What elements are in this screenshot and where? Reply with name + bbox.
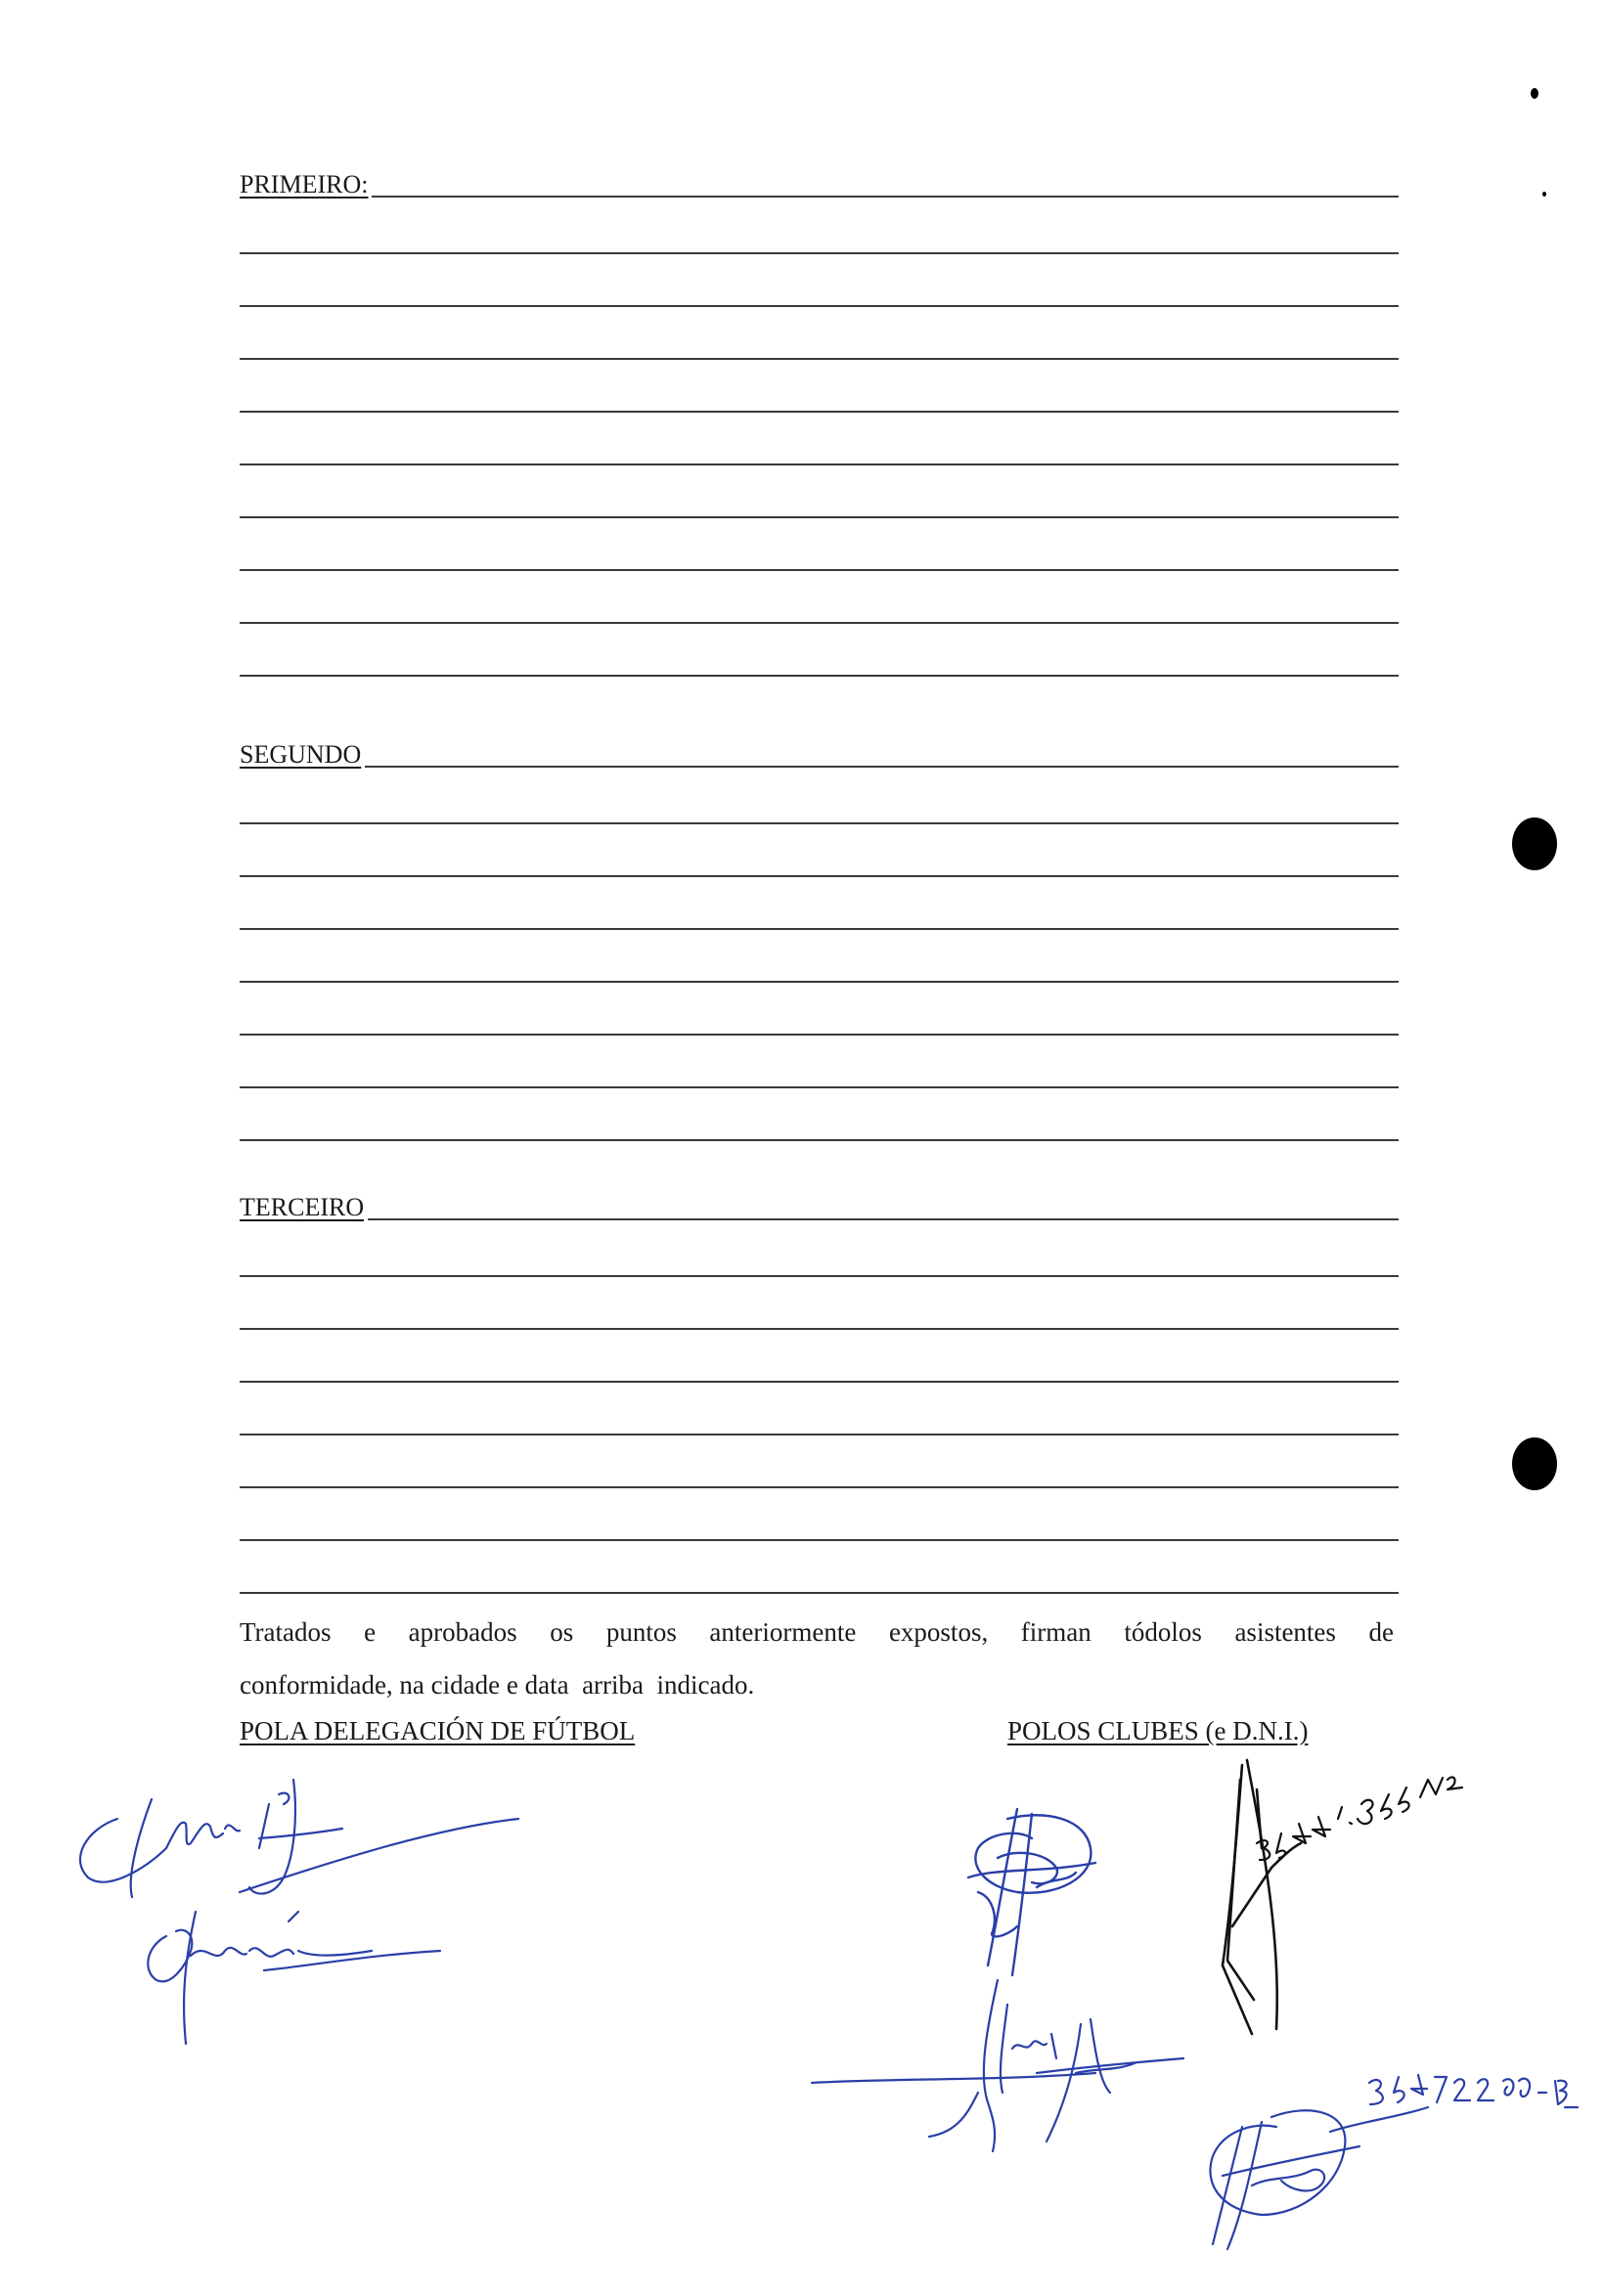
punch-hole (1512, 1437, 1557, 1490)
section-heading-row (240, 1170, 1399, 1224)
closing-paragraph (240, 1606, 1394, 1711)
blank-line (240, 1328, 1399, 1330)
section-heading: SEGUNDO (240, 740, 365, 770)
section-heading-row (240, 717, 1399, 772)
closing-line-2: conformidade, na cidade e data arriba indicado. (240, 1670, 755, 1700)
blank-line (240, 928, 1399, 930)
blank-line (240, 981, 1399, 983)
scan-speck (1531, 88, 1538, 99)
blank-line (240, 569, 1399, 571)
blank-line (240, 516, 1399, 518)
scan-speck (1542, 192, 1546, 197)
closing-line-1: Tratados e aprobados os puntos anteriormente expostos, firman tódolos asistentes de (240, 1617, 1394, 1647)
blank-line (240, 1434, 1399, 1435)
blank-line (240, 1086, 1399, 1088)
heading-rule (240, 766, 1399, 768)
blank-line (240, 1034, 1399, 1036)
section-heading: TERCEIRO (240, 1193, 368, 1222)
blank-line (240, 622, 1399, 624)
section-heading: PRIMEIRO: (240, 170, 372, 199)
dni-handwriting-1 (1252, 1750, 1467, 1868)
section-primeiro (240, 147, 1399, 677)
blank-line (240, 411, 1399, 413)
blank-line (240, 1592, 1399, 1594)
delegacion-signature-label: POLA DELEGACIÓN DE FÚTBOL (240, 1716, 636, 1745)
section-heading-row (240, 147, 1399, 201)
punch-hole (1512, 817, 1557, 870)
clubes-signature-label: POLOS CLUBES (e D.N.I.) (1007, 1716, 1309, 1745)
club-signature-4 (1183, 2088, 1438, 2264)
heading-rule (240, 1218, 1399, 1220)
blank-line (240, 675, 1399, 677)
blank-line (240, 875, 1399, 877)
blank-line (240, 1275, 1399, 1277)
blank-line (240, 305, 1399, 307)
delegacion-signature-2 (117, 1897, 469, 2053)
blank-line (240, 1381, 1399, 1383)
blank-line (240, 822, 1399, 824)
blank-line (240, 358, 1399, 360)
section-segundo (240, 717, 1399, 1141)
blank-line (240, 1486, 1399, 1488)
blank-line (240, 252, 1399, 254)
blank-line (240, 464, 1399, 465)
blank-line (240, 1139, 1399, 1141)
section-terceiro (240, 1170, 1399, 1594)
blank-line (240, 1539, 1399, 1541)
heading-rule (240, 196, 1399, 198)
